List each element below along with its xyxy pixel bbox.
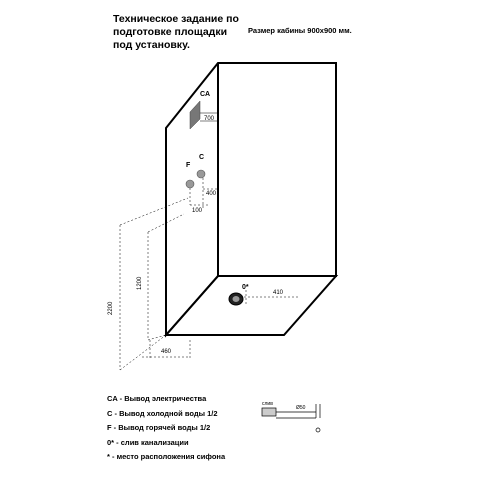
drain-hole-inner — [233, 296, 240, 302]
cabin-size-label: Размер кабины 900х900 мм. — [248, 26, 352, 35]
c-label: C — [199, 154, 205, 161]
cold-water-outlet — [197, 170, 205, 178]
dim-410-label: 410 — [273, 290, 284, 296]
legend-item: C - Вывод холодной воды 1/2 — [107, 408, 218, 418]
page-title: Техническое задание по подготовке площадки под установку. — [113, 13, 239, 51]
dim-1200-label: 1200 — [137, 276, 143, 290]
hot-water-outlet — [186, 180, 194, 188]
dim-400-label: 400 — [206, 191, 217, 197]
height-dimension-lines — [120, 198, 190, 370]
dim-700-label: 700 — [204, 116, 215, 122]
ca-label: CA — [200, 91, 211, 98]
drain-dimension-lines — [240, 290, 298, 305]
legend-item: CA - Вывод электричества — [107, 394, 207, 403]
drain-label: 0* — [242, 284, 249, 291]
siphon-icon — [262, 404, 320, 432]
siphon-dim-label: Ø50 — [296, 405, 306, 411]
dim-2200-label: 2200 — [108, 301, 114, 315]
legend-item: * - место расположения сифона — [107, 452, 226, 461]
legend — [107, 392, 225, 465]
legend-item: F - Вывод горячей воды 1/2 — [107, 423, 211, 432]
cabin-walls — [166, 63, 336, 335]
dim-460-label: 460 — [161, 349, 172, 355]
f-label: F — [186, 162, 191, 169]
cabin-floor — [166, 276, 336, 335]
dim-100-label: 100 — [192, 208, 203, 214]
legend-item: 0* - слив канализации — [107, 437, 189, 447]
siphon-label: слив — [262, 401, 273, 407]
electric-socket — [190, 101, 200, 129]
